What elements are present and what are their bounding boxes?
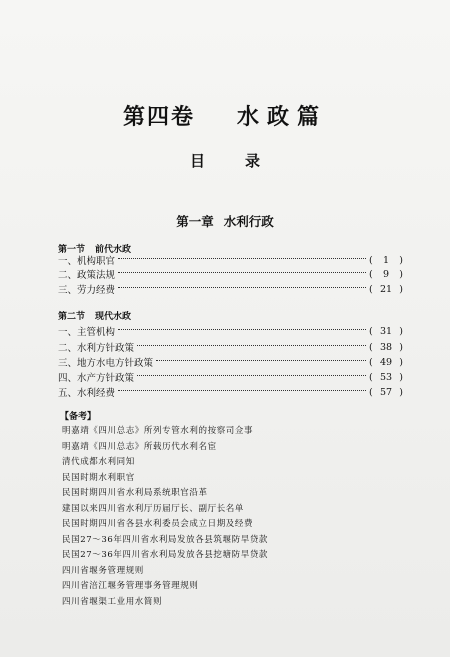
toc-entry-page: ( 38 ) [369, 341, 403, 353]
toc-entry-label: 三、地方水电方针政策 [58, 358, 154, 369]
toc-entry[interactable] [58, 324, 403, 338]
notes-heading: 【备考】 [60, 412, 97, 422]
toc-entry[interactable] [58, 355, 403, 369]
note-item[interactable]: 民国27～36年四川省水利局发放各县筑堰防旱贷款 [62, 534, 269, 545]
toc-entry[interactable] [58, 340, 403, 354]
section-number: 第一节 [58, 245, 86, 255]
contents-title: 目录 [189, 152, 300, 170]
toc-entry-page: ( 53 ) [369, 371, 403, 383]
notes-list [62, 424, 268, 610]
toc-entry[interactable] [58, 370, 403, 384]
leader-dots [118, 329, 366, 330]
toc-entry[interactable] [58, 267, 403, 281]
leader-dots [118, 390, 366, 391]
toc-entry-label: 二、水利方针政策 [58, 343, 135, 354]
note-item[interactable]: 明嘉靖《四川总志》所列专管水利的按察司佥事 [62, 426, 254, 436]
toc-entry-page: ( 9 ) [369, 268, 403, 280]
leader-dots [118, 272, 366, 273]
toc-entry[interactable] [58, 253, 403, 267]
section-title: 前代水政 [95, 245, 132, 255]
volume-number: 第四卷 [122, 105, 195, 130]
section-title: 现代水政 [95, 312, 132, 322]
toc-entry-label: 一、主管机构 [58, 327, 116, 338]
toc-entry-page: ( 31 ) [369, 325, 403, 337]
note-item[interactable]: 明嘉靖《四川总志》所载历代水利名宦 [62, 441, 217, 452]
toc-entry-page: ( 49 ) [369, 356, 403, 368]
toc-entry-label: 一、机构职官 [58, 256, 116, 267]
section-heading-2 [58, 309, 131, 322]
leader-dots [137, 375, 366, 376]
toc-entry-label: 五、水利经费 [58, 388, 116, 399]
toc-entry-page: ( 1 ) [369, 254, 403, 266]
chapter-title: 水利行政 [223, 214, 274, 229]
note-item[interactable]: 清代成都水利同知 [62, 457, 135, 467]
leader-dots [156, 360, 366, 361]
toc-entry[interactable] [58, 282, 403, 296]
toc-entry[interactable] [58, 385, 403, 399]
toc-entry-label: 三、劳力经费 [58, 285, 116, 296]
note-item[interactable]: 建国以来四川省水利厅历届厅长、副厅长名单 [62, 503, 245, 514]
chapter-heading [0, 212, 450, 230]
volume-title [0, 100, 450, 131]
toc-entry-label: 四、水产方针政策 [58, 373, 135, 384]
note-item[interactable]: 民国时期四川省水利局系统职官沿革 [62, 488, 208, 498]
chapter-number: 第一章 [176, 214, 214, 229]
leader-dots [118, 258, 366, 259]
toc-entry-label: 二、政策法规 [58, 270, 116, 281]
note-item[interactable]: 民国时期四川省各县水利委员会成立日期及经费 [62, 519, 254, 529]
note-item[interactable]: 四川省堰渠工业用水简则 [62, 596, 163, 607]
note-item[interactable]: 四川省涪江堰务管理事务管理规则 [62, 581, 199, 591]
volume-name: 水政篇 [237, 105, 328, 130]
toc-entry-page: ( 57 ) [369, 386, 403, 398]
toc-entry-page: ( 21 ) [369, 283, 403, 295]
leader-dots [137, 345, 366, 346]
section-number: 第二节 [58, 312, 86, 322]
note-item[interactable]: 民国27～36年四川省水利局发放各县挖塘防旱贷款 [62, 550, 269, 560]
note-item[interactable]: 四川省堰务管理规则 [62, 565, 144, 576]
note-item[interactable]: 民国时期水利职官 [62, 472, 135, 483]
leader-dots [118, 287, 366, 288]
